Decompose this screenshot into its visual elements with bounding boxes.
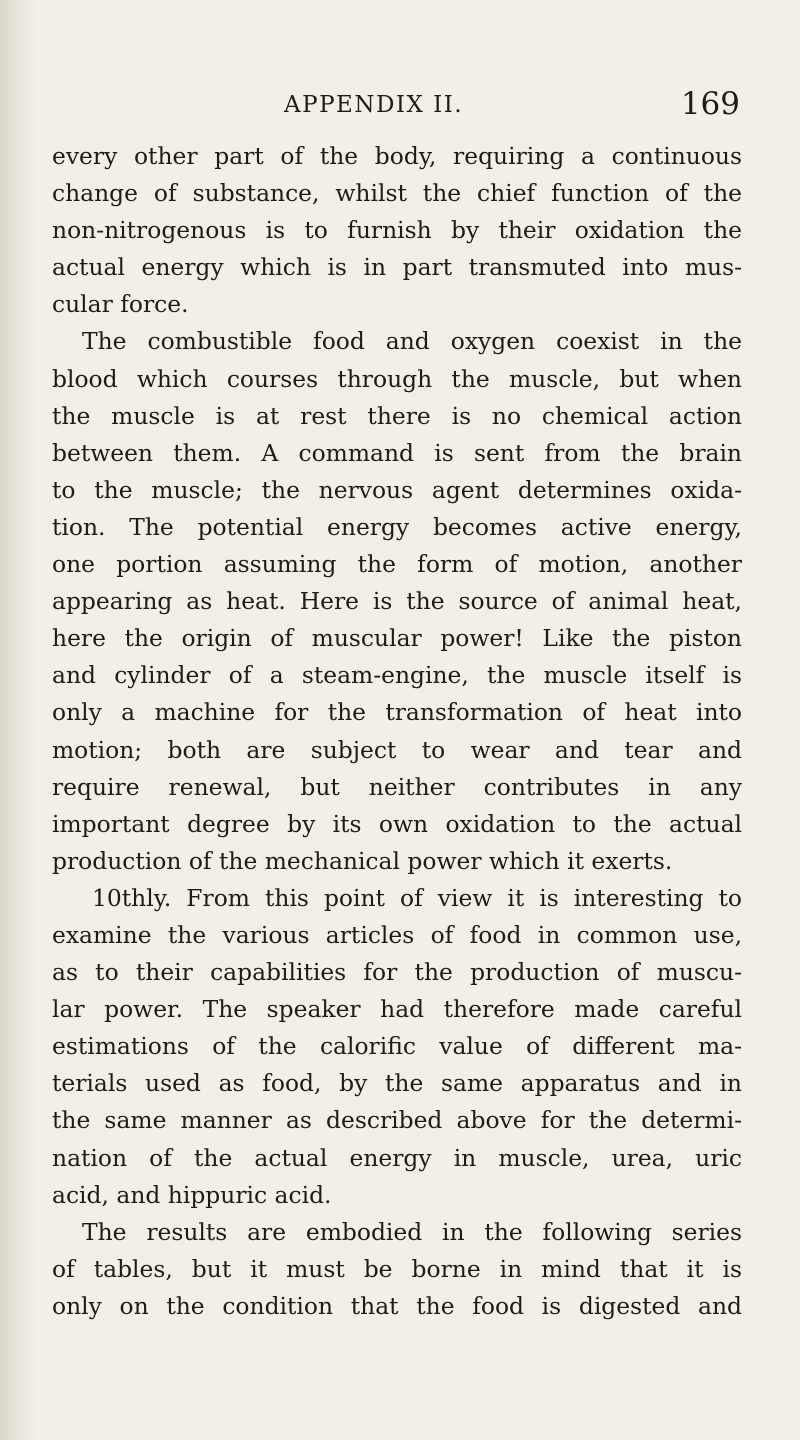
text-line: estimations of the calorific value of different ma-	[52, 1032, 742, 1061]
page-header	[52, 78, 742, 138]
paragraph	[52, 880, 742, 1214]
text-line: examine the various articles of food in common use,	[52, 920, 742, 949]
book-page	[52, 78, 742, 1325]
paragraph	[52, 138, 742, 323]
paragraph	[52, 323, 742, 879]
text-line: tion. The potential energy becomes active energy,	[52, 512, 742, 541]
text-line: of tables, but it must be borne in mind that it is	[52, 1254, 742, 1283]
text-line: as to their capabilities for the production of muscu-	[52, 958, 742, 987]
text-line: lar power. The speaker had therefore made careful	[52, 995, 742, 1024]
text-line: motion; both are subject to wear and tear and	[52, 735, 742, 764]
text-line: important degree by its own oxidation to the actual	[52, 809, 742, 838]
text-line: here the origin of muscular power! Like the piston	[52, 624, 742, 653]
text-line: acid, and hippuric acid.	[52, 1180, 332, 1209]
text-line: change of substance, whilst the chief function of the	[52, 179, 742, 208]
page-binding-shadow	[0, 0, 40, 1440]
text-line: non-nitrogenous is to furnish by their oxidation the	[52, 216, 742, 245]
text-line: production of the mechanical power which it exerts.	[52, 846, 673, 875]
text-line: the same manner as described above for the determi-	[52, 1106, 742, 1135]
paragraph	[52, 1214, 742, 1325]
text-line: to the muscle; the nervous agent determines oxida-	[52, 475, 742, 504]
text-line: actual energy which is in part transmuted into mus-	[52, 253, 742, 282]
text-line: appearing as heat. Here is the source of animal heat,	[52, 587, 742, 616]
text-line: only on the condition that the food is digested and	[52, 1291, 742, 1320]
text-line: and cylinder of a steam-engine, the muscle itself is	[52, 661, 742, 690]
text-line: require renewal, but neither contributes in any	[52, 772, 742, 801]
text-line: The results are embodied in the following series	[82, 1217, 742, 1246]
text-line: cular force.	[52, 290, 189, 319]
text-line: The combustible food and oxygen coexist in the	[82, 327, 742, 356]
text-line: the muscle is at rest there is no chemical action	[52, 401, 742, 430]
text-line: between them. A command is sent from the brain	[52, 438, 742, 467]
text-line: only a machine for the transformation of heat into	[52, 698, 742, 727]
text-line: one portion assuming the form of motion, another	[52, 550, 742, 579]
text-line: 10thly. From this point of view it is interesting to	[92, 883, 742, 912]
page-number: 169	[680, 86, 740, 122]
text-line: every other part of the body, requiring a continuous	[52, 142, 742, 170]
running-head: APPENDIX II.	[284, 92, 464, 118]
text-line: terials used as food, by the same apparatus and in	[52, 1069, 742, 1098]
text-line: nation of the actual energy in muscle, urea, uric	[52, 1143, 742, 1172]
body-text	[52, 138, 742, 1325]
text-line: blood which courses through the muscle, but when	[52, 364, 742, 393]
